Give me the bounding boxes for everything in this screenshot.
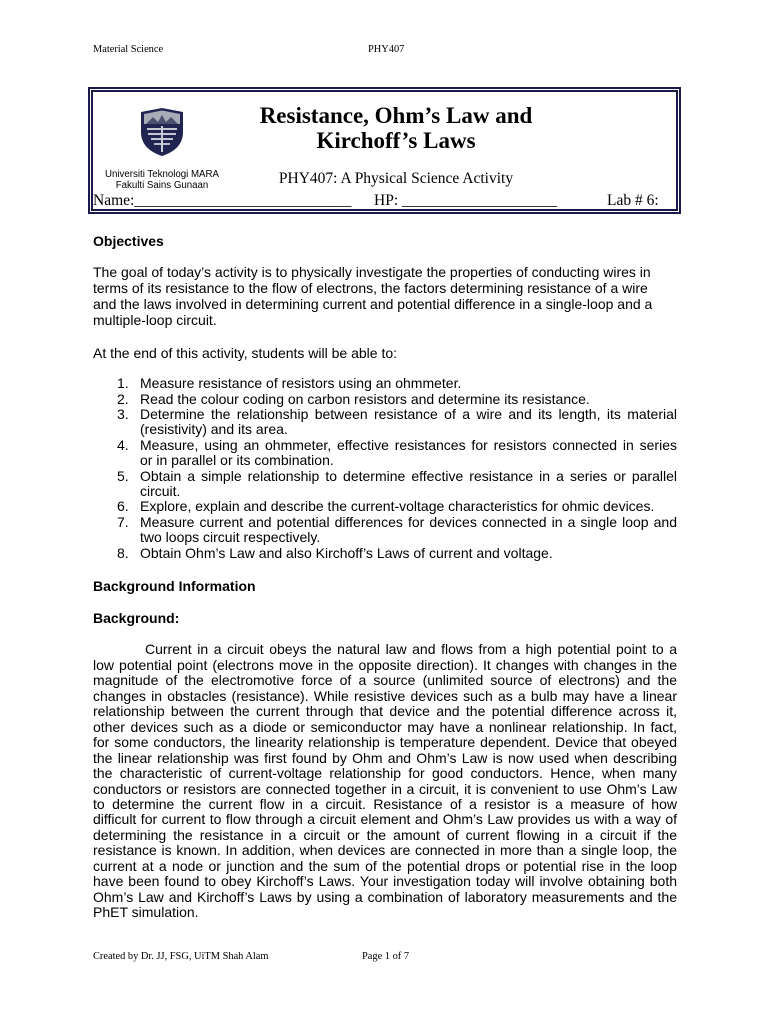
title-line-1: Resistance, Ohm’s Law and bbox=[259, 102, 533, 128]
document-title bbox=[186, 103, 606, 153]
paragraph-line: difficult for current to flow through a circuit element and Ohm’s Law provides us with a way of bbox=[93, 811, 677, 828]
paragraph-line: Ohm’s Law and Kirchoff’s Laws by using a combination of laboratory measurements and the bbox=[93, 888, 677, 905]
list-item-text bbox=[140, 376, 677, 391]
list-item-number: 1. bbox=[117, 375, 129, 392]
paragraph-line: have been found to obey Kirchoff’s Laws. Your investigation today will involve obtaining both bbox=[93, 873, 677, 890]
list-item-line: (resistivity) and its area. bbox=[140, 421, 288, 438]
list-item bbox=[117, 407, 677, 438]
objectives-intro-paragraph bbox=[93, 264, 677, 328]
header-course-code: PHY407 bbox=[368, 44, 405, 55]
objectives-list bbox=[117, 376, 677, 561]
list-item-line: Measure current and potential differences for devices connected in a single loop and bbox=[140, 513, 677, 530]
university-crest-icon bbox=[139, 107, 185, 157]
list-item bbox=[117, 469, 677, 500]
list-item bbox=[117, 499, 677, 514]
list-item-text bbox=[140, 515, 677, 546]
background-information-heading: Background Information bbox=[93, 578, 256, 594]
list-item bbox=[117, 515, 677, 546]
list-item-text bbox=[140, 469, 677, 500]
list-item-text bbox=[140, 438, 677, 469]
background-paragraph bbox=[93, 642, 677, 920]
hp-field: HP: ____________________ bbox=[374, 192, 557, 209]
list-item-text bbox=[140, 392, 677, 407]
paragraph-line: Current in a circuit obeys the natural law and flows from a high potential point to a bbox=[145, 641, 677, 658]
list-item-number: 2. bbox=[117, 390, 129, 407]
paragraph-line: changes in obstacles (resistance). While resistive devices such as a bulb may have a linear bbox=[93, 687, 677, 704]
paragraph-line: relationship between the current through that device and the potential difference across it, bbox=[93, 703, 677, 720]
lab-number-field: Lab # 6: bbox=[607, 192, 659, 209]
list-item-line: Measure resistance of resistors using an ohmmeter. bbox=[140, 375, 462, 392]
document-subtitle: PHY407: A Physical Science Activity bbox=[278, 170, 514, 187]
list-item-number: 3. bbox=[117, 406, 129, 423]
faculty-name: Fakulti Sains Gunaan bbox=[115, 179, 209, 191]
list-item-line: or in parallel or its combination. bbox=[140, 452, 334, 469]
paragraph-line: the characteristic of current-voltage relationship for good conductors. Hence, when many bbox=[93, 765, 677, 782]
paragraph-line: current at a node or junction and the sum of the potential drops or potential rise in the loop bbox=[93, 857, 677, 874]
name-field: Name:____________________________ bbox=[93, 192, 352, 209]
title-box bbox=[88, 87, 681, 214]
list-item-text bbox=[140, 407, 677, 438]
paragraph-line: determining the resistance in a circuit or the amount of current flowing in a circuit if the bbox=[93, 826, 677, 843]
list-item-line: Determine the relationship between resistance of a wire and its length, its material bbox=[140, 406, 677, 423]
list-item-line: Explore, explain and describe the current-voltage characteristics for ohmic devices. bbox=[140, 498, 655, 515]
list-item-number: 8. bbox=[117, 544, 129, 561]
list-item-line: Obtain Ohm’s Law and also Kirchoff’s Laws of current and voltage. bbox=[140, 544, 553, 561]
list-item-line: Obtain a simple relationship to determine effective resistance in a series or parallel bbox=[140, 467, 677, 484]
paragraph-line: the linear relationship was first found by Ohm and Ohm’s Law is now used when describing bbox=[93, 749, 677, 766]
paragraph-line: resistance is known. In addition, when devices are connected in more than a single loop, the bbox=[93, 842, 677, 859]
paragraph-line: The goal of today’s activity is to physically investigate the properties of conducting wires in bbox=[93, 264, 651, 280]
list-item bbox=[117, 438, 677, 469]
paragraph-line: magnitude of the electromotive force of a source (unlimited source of electrons) and the bbox=[93, 672, 677, 689]
list-item-number: 7. bbox=[117, 513, 129, 530]
list-item-line: Measure, using an ohmmeter, effective resistances for resistors connected in series bbox=[140, 436, 677, 453]
list-item-line: circuit. bbox=[140, 483, 181, 500]
background-subheading: Background: bbox=[93, 610, 180, 626]
paragraph-line: multiple-loop circuit. bbox=[93, 312, 217, 328]
list-item bbox=[117, 392, 677, 407]
list-item-number: 5. bbox=[117, 467, 129, 484]
list-item-line: Read the colour coding on carbon resistors and determine its resistance. bbox=[140, 390, 590, 407]
list-item bbox=[117, 546, 677, 561]
header-course-title: Material Science bbox=[93, 44, 164, 55]
list-item-line: two loops circuit respectively. bbox=[140, 529, 321, 546]
list-item-text bbox=[140, 546, 677, 561]
paragraph-line: other devices such as a diode or semiconductor may have a nonlinear relationship. In fact, bbox=[93, 718, 677, 735]
list-item bbox=[117, 376, 677, 391]
footer-author: Created by Dr. JJ, FSG, UiTM Shah Alam bbox=[93, 951, 269, 962]
title-line-2: Kirchoff’s Laws bbox=[316, 127, 476, 153]
paragraph-line: low potential point (electrons move in the opposite direction). It changes with changes in the bbox=[93, 656, 677, 673]
list-item-number: 4. bbox=[117, 436, 129, 453]
paragraph-line: for some conductors, the linearity relationship is temperature dependent. Device that obeyed bbox=[93, 734, 677, 751]
university-name: Universiti Teknologi MARA bbox=[105, 168, 219, 180]
objectives-heading: Objectives bbox=[93, 233, 164, 249]
paragraph-line: conductors or resistors are connected together in a circuit, it is convenient to use Ohm’s Law bbox=[93, 780, 677, 797]
paragraph-line: PhET simulation. bbox=[93, 904, 199, 921]
list-item-number: 6. bbox=[117, 498, 129, 515]
objectives-lead-sentence: At the end of this activity, students will be able to: bbox=[93, 345, 398, 361]
paragraph-line: and the laws involved in determining current and potential difference in a single-loop and a bbox=[93, 296, 653, 312]
paragraph-line: terms of its resistance to the flow of electrons, the factors determining resistance of a wire bbox=[93, 280, 648, 296]
paragraph-line: to determine the current flow in a circuit. Resistance of a resistor is a measure of how bbox=[93, 795, 677, 812]
list-item-text bbox=[140, 499, 677, 514]
footer-page-number: Page 1 of 7 bbox=[362, 951, 410, 962]
